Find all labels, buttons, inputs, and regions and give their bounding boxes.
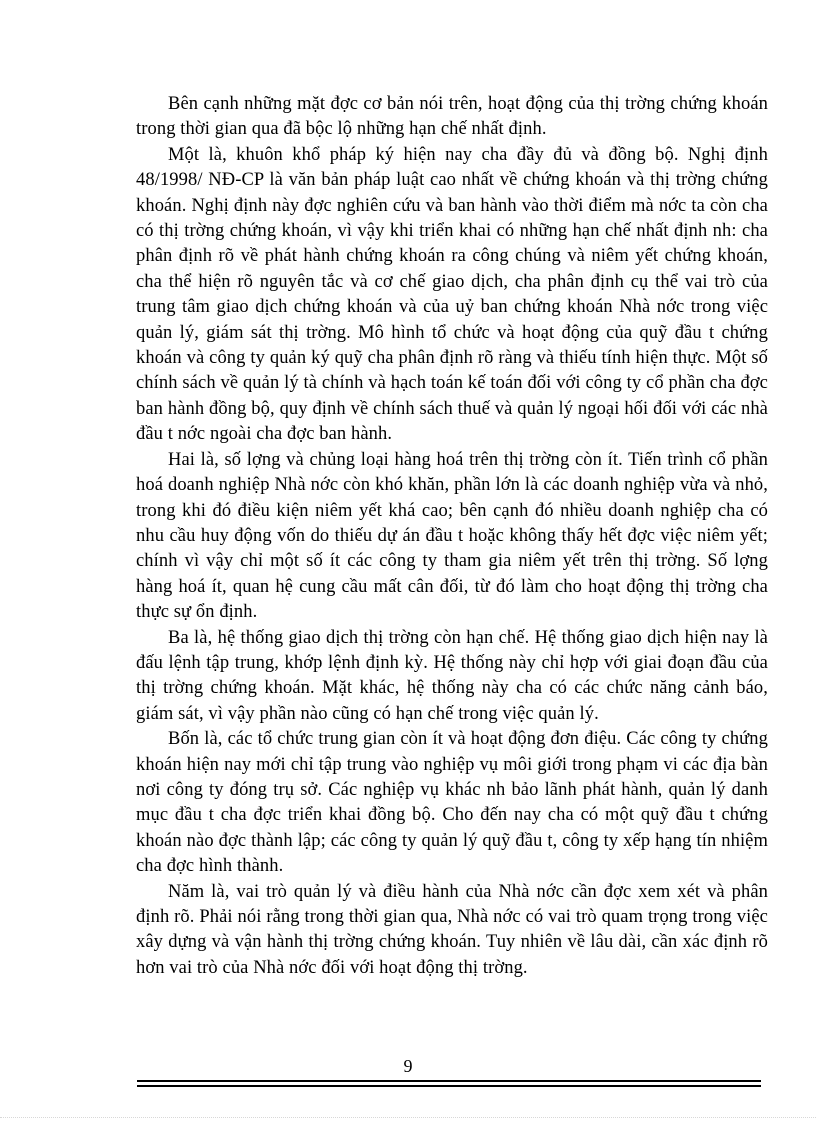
bottom-dotted-border [0,1117,816,1119]
page-number: 9 [403,1056,413,1076]
paragraph-five: Năm là, vai trò quản lý và điều hành của Nhà nớc cần đợc xem xét và phân định rõ. Phải nói rằng trong thời gian qua, Nhà nớc có vai trò quam trọng trong việc xây dựng và vận hành thị trờng chứng khoán. Tuy nhiên về lâu dài, cần xác định rõ hơn vai trò của Nhà nớc đối với hoạt động thị trờng. [136,881,768,978]
paragraph-one: Một là, khuôn khổ pháp ký hiện nay cha đầy đủ và đồng bộ. Nghị định 48/1998/ NĐ-CP là văn bản pháp luật cao nhất về chứng khoán và thị trờng chứng khoán. Nghị định này đợc nghiên cứu và ban hành vào thời điểm mà nớc ta còn cha có thị trờng chứng khoán, vì vậy khi triển khai có những hạn chế nhất định nh: cha phân định rõ về phát hành chứng khoán ra công chúng và niêm yết chứng khoán, cha thể hiện rõ nguyên tắc và cơ chế giao dịch, cha phân định cụ thể vai trò của trung tâm giao dịch chứng khoán và của uỷ ban chứng khoán Nhà nớc trong việc quản lý, giám sát thị trờng. Mô hình tổ chức và hoạt động của quỹ đầu t chứng khoán và công ty quản ký quỹ cha phân định rõ ràng và thiếu tính hiện thực. Một số chính sách về quản lý tà chính và hạch toán kế toán đối với công ty cổ phần cha đợc ban hành đồng bộ, quy định về chính sách thuế và quản lý ngoại hối đối với các nhà đầu t nớc ngoài cha đợc ban hành. [136,144,768,445]
paragraph-four: Bốn là, các tổ chức trung gian còn ít và hoạt động đơn điệu. Các công ty chứng khoán hiện nay mới chỉ tập trung vào nghiệp vụ môi giới trong phạm vi các địa bàn nơi công ty đóng trụ sở. Các nghiệp vụ khác nh bảo lãnh phát hành, quản lý danh mục đầu t cha đợc triển khai đồng bộ. Cho đến nay cha có một quỹ đầu t chứng khoán nào đợc thành lập; các công ty quản lý quỹ đầu t, công ty xếp hạng tín nhiệm cha đợc hình thành. [136,729,768,877]
footer-double-rule [137,1080,761,1087]
paragraph-two: Hai là, số lợng và chủng loại hàng hoá trên thị trờng còn ít. Tiến trình cổ phần hoá doanh nghiệp Nhà nớc còn khó khăn, phần lớn là các doanh nghiệp vừa và nhỏ, trong khi đó điều kiện niêm yết khá cao; bên cạnh đó nhiều doanh nghiệp cha có nhu cầu huy động vốn do thiếu dự án đầu t hoặc không thấy hết đợc việc niêm yết; chính vì vậy chỉ một số ít các công ty tham gia niêm yết trên thị trờng. Số lợng hàng hoá ít, quan hệ cung cầu mất cân đối, từ đó làm cho hoạt động thị trờng cha thực sự ổn định. [136,449,768,623]
paragraph-intro: Bên cạnh những mặt đợc cơ bản nói trên, hoạt động của thị trờng chứng khoán trong thời gian qua đã bộc lộ những hạn chế nhất định. [136,94,768,140]
paragraph-three: Ba là, hệ thống giao dịch thị trờng còn hạn chế. Hệ thống giao dịch hiện nay là đấu lệnh tập trung, khớp lệnh định kỳ. Hệ thống này chỉ hợp với giai đoạn đầu của thị trờng chứng khoán. Mặt khác, hệ thống này cha có các chức năng cảnh báo, giám sát, vì vậy phần nào cũng có hạn chế trong việc quản lý. [136,627,768,724]
body-text [136,92,768,981]
